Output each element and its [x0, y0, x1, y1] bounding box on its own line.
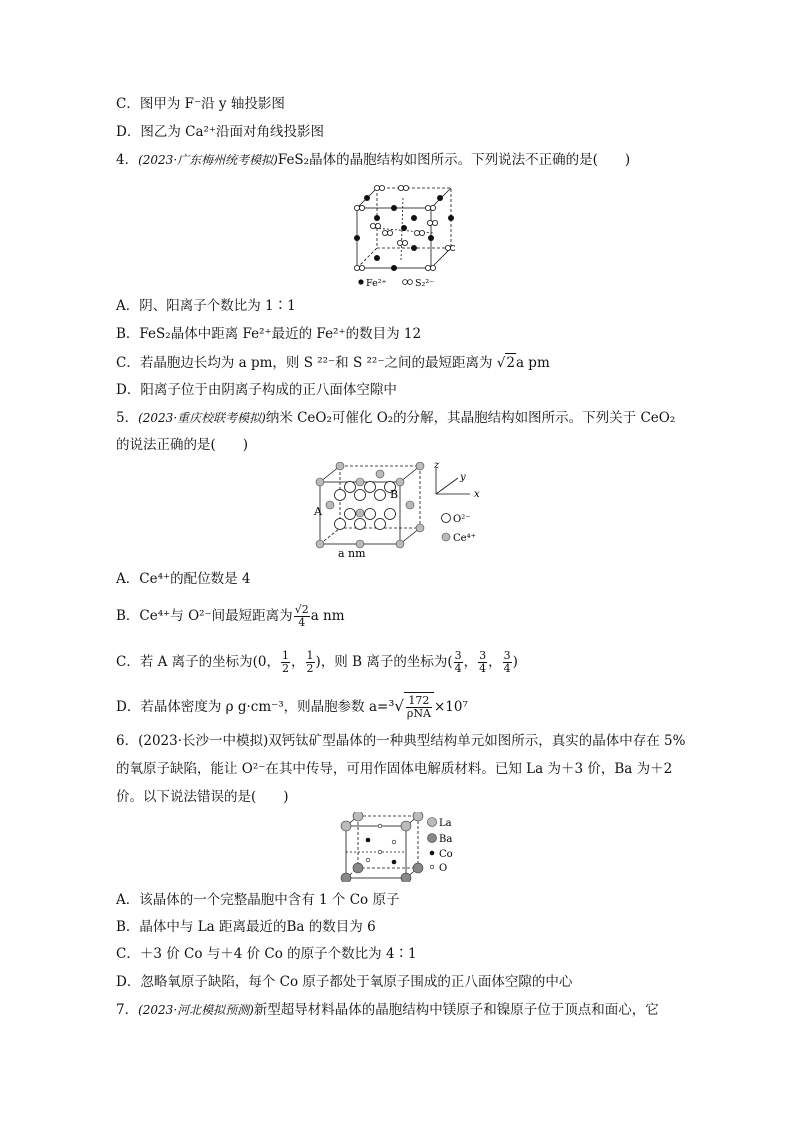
frac-num: √2 [294, 603, 309, 616]
frac-b-z: $\frac{3}{4}$ [503, 649, 511, 675]
q4-option-c-radicand: 2 [506, 355, 515, 371]
co-legend-label: Co [439, 849, 453, 860]
double-perovskite-figure [338, 812, 468, 882]
la-legend-icon [428, 818, 437, 827]
axis-x-label: x [474, 489, 480, 500]
axis-z-label: z [434, 462, 440, 471]
q5-source: (2023·重庆校联考模拟) [138, 411, 266, 425]
frac-b-x: $\frac{3}{4}$ [454, 649, 462, 675]
cell-edge-label: a nm [338, 547, 366, 560]
frac-a-y: $\frac{1}{2}$ [282, 649, 290, 675]
frac-b-y: $\frac{3}{4}$ [479, 649, 487, 675]
q6-stem-line3: 价。以下说法错误的是( ) [116, 789, 289, 805]
q4-stem-text: FeS₂晶体的晶胞结构如图所示。下列说法不正确的是( ) [277, 152, 631, 168]
q5-option-c-mid: ，则 B 离子的坐标为( [320, 654, 453, 670]
q6-stem-line2: 的氧原子缺陷，能让 O²⁻在其中传导，可用作固体电解质材料。已知 La 为＋3 价，Ba 为＋2 [116, 761, 673, 777]
q6-option-c: C．＋3 价 Co 与＋4 价 Co 的原子个数比为 4∶1 [116, 946, 417, 962]
q6-option-d: D．忽略氧原子缺陷，每个 Co 原子都处于氧原子围成的正八面体空隙的中心 [116, 974, 573, 990]
o-legend-label: O [439, 863, 448, 874]
q5-option-d-text: D．若晶体密度为 ρ g·cm⁻³，则晶胞参数 a= [116, 699, 389, 715]
ba-legend-label: Ba [439, 834, 453, 845]
ion-a-label: A [314, 505, 322, 518]
ceo2-unit-cell-figure [312, 462, 492, 560]
ce4-legend-icon [442, 533, 450, 541]
frac-num-172: 172 [406, 695, 432, 708]
frac-a-z: $\frac{1}{2}$ [306, 649, 314, 675]
cube-root-symbol: ³√ [388, 697, 404, 715]
q5-option-d-factor: ×10⁷ [433, 699, 468, 715]
o2-legend-label: O²⁻ [453, 514, 471, 525]
frac-den: 4 [298, 616, 306, 629]
q5-option-a: A．Ce⁴⁺的配位数是 4 [116, 571, 251, 587]
q7-stem-text: 新型超导材料晶体的晶胞结构中镁原子和镍原子位于顶点和面心，它 [253, 1002, 659, 1018]
q7-source: (2023·河北模拟预测) [138, 1003, 254, 1017]
sqrt-symbol: √ [496, 355, 506, 371]
q5-option-c-text: C．若 A 离子的坐标为(0， [116, 654, 281, 670]
q5-option-d [116, 692, 468, 721]
q6-option-a: A．该晶体的一个完整晶胞中含有 1 个 Co 原子 [116, 892, 400, 908]
q5-option-b-text: B．Ce⁴⁺与 O²⁻间最短距离为 [116, 608, 293, 624]
q4-option-c-unit: a pm [515, 355, 550, 371]
q3-option-d: D．图乙为 Ca²⁺沿面对角线投影图 [116, 124, 325, 140]
q5-option-c-end: ) [512, 654, 518, 670]
la-legend-label: La [439, 818, 452, 829]
fe-legend-icon [358, 279, 363, 284]
q5-stem-line2: 的说法正确的是( ) [116, 437, 249, 453]
q4-option-d: D．阳离子位于由阴离子构成的正八面体空隙中 [116, 382, 397, 398]
frac-den-rhona: ρNA [406, 707, 431, 720]
q5-option-b [116, 602, 345, 630]
axis-y-label: y [460, 472, 466, 483]
co-legend-icon [430, 851, 435, 856]
q5-stem-text: 纳米 CeO₂可催化 O₂的分解，其晶胞结构如图所示。下列关于 CeO₂ [265, 410, 676, 426]
q5-stem-line1 [116, 409, 675, 427]
q7-number: 7． [116, 1002, 139, 1018]
q6-stem-line1: 6．(2023·长沙一中模拟)双钙钛矿型晶体的一种典型结构单元如图所示，真实的晶体中存在 5% [116, 733, 686, 749]
fraction-sqrt2-over-4 [294, 604, 310, 629]
o-legend-icon [430, 865, 434, 869]
ce4-legend-label: Ce⁴⁺ [453, 533, 476, 544]
q4-option-b: B．FeS₂晶体中距离 Fe²⁺最近的 Fe²⁺的数目为 12 [116, 326, 422, 342]
q4-option-c [116, 353, 550, 372]
q6-option-b: B．晶体中与 La 距离最近的Ba 的数目为 6 [116, 919, 376, 935]
o2-legend-icon [442, 514, 451, 523]
q4-number: 4． [116, 152, 139, 168]
q5-option-c: C．若 A 离子的坐标为(0， $\frac{1}{2}$ ， $\frac{1}{2}$ )，则 B 离子的坐标为( $\frac{3}{4}$ ， $\frac{3}{4}$ ， $\frac{3}{4}$ ) [116, 649, 518, 675]
ba-legend-icon [428, 834, 437, 843]
s2-legend-label: S₂²⁻ [415, 278, 435, 289]
frac-172-over-rhona [406, 695, 432, 720]
q5-number: 5． [116, 410, 139, 426]
q4-stem [116, 151, 630, 169]
q7-stem [116, 1001, 659, 1019]
q3-option-c: C．图甲为 F⁻沿 y 轴投影图 [116, 96, 285, 112]
fes2-unit-cell-figure [345, 178, 455, 290]
s2-legend-icon [403, 280, 408, 285]
q4-source: (2023·广东梅州统考模拟) [138, 153, 278, 167]
fe-legend-label: Fe²⁺ [366, 278, 387, 289]
ion-b-label: B [390, 488, 399, 501]
q4-option-a: A．阴、阳离子个数比为 1∶1 [116, 298, 296, 314]
q5-option-b-unit: a nm [310, 608, 345, 624]
q4-option-c-text: C．若晶胞边长均为 a pm，则 S ²²⁻和 S ²²⁻之间的最短距离为 [116, 355, 493, 371]
